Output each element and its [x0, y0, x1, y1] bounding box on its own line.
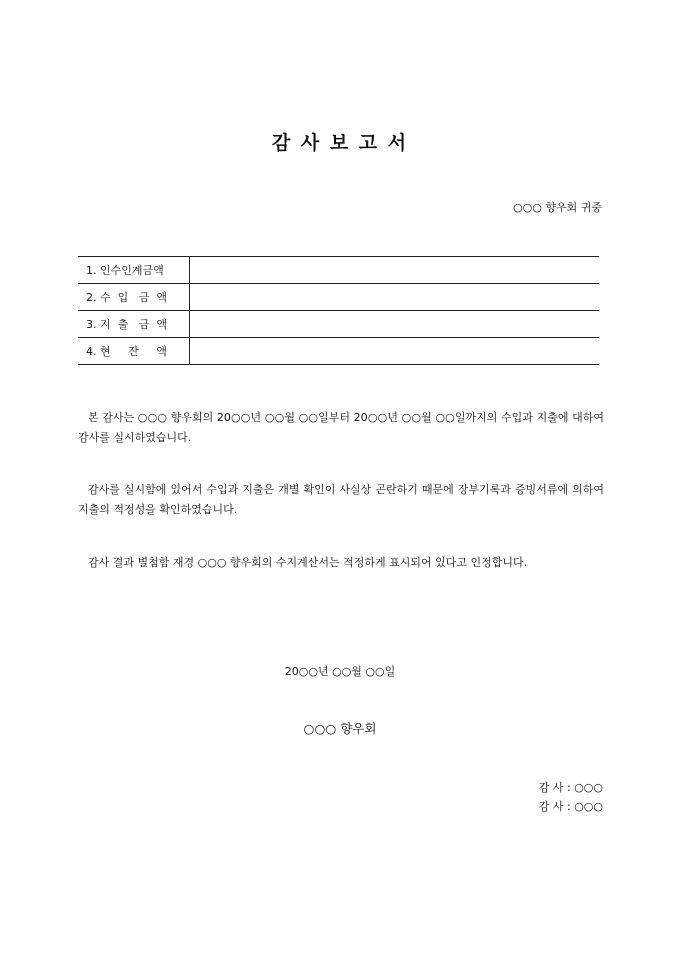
document-title: 감 사 보 고 서	[271, 132, 409, 154]
paragraph-audit-method: 감사를 실시함에 있어서 수입과 지출은 개별 확인이 사실상 곤란하기 때문에 장부기록과 증빙서류에 의하여 지출의 적정성을 확인하였습니다.	[78, 483, 604, 516]
auditor-line: 감 사 : ○○○	[538, 781, 603, 794]
amount-table	[78, 256, 599, 365]
table-row	[78, 311, 599, 338]
table-row	[78, 257, 599, 284]
paragraph-audit-result: 감사 결과 별첨함 재경 ○○○ 향우회의 수지계산서는 적정하게 표시되어 있다고 인정합니다.	[88, 556, 528, 569]
auditor-signatures	[539, 778, 603, 816]
row-value	[190, 311, 600, 338]
paragraph-audit-scope: 본 감사는 ○○○ 향우회의 20○○년 ○○월 ○○일부터 20○○년 ○○월 ○○일까지의 수입과 지출에 대하여 감사를 실시하였습니다.	[78, 411, 604, 444]
recipient-line: ○○○ 향우회 귀중	[513, 201, 602, 214]
table-row	[78, 284, 599, 311]
row-value	[190, 257, 600, 284]
row-label: 2. 수 입 금 액	[78, 284, 190, 311]
report-date: 20○○년 ○○월 ○○일	[284, 665, 396, 678]
row-value	[190, 338, 600, 365]
row-label: 4. 현 잔 액	[78, 338, 190, 365]
organization-name: ○○○ 향우회	[303, 721, 377, 736]
table-row	[78, 338, 599, 365]
auditor-line: 감 사 : ○○○	[538, 800, 603, 813]
row-label: 1. 인수인계금액	[78, 257, 190, 284]
row-value	[190, 284, 600, 311]
row-label: 3. 지 출 금 액	[78, 311, 190, 338]
